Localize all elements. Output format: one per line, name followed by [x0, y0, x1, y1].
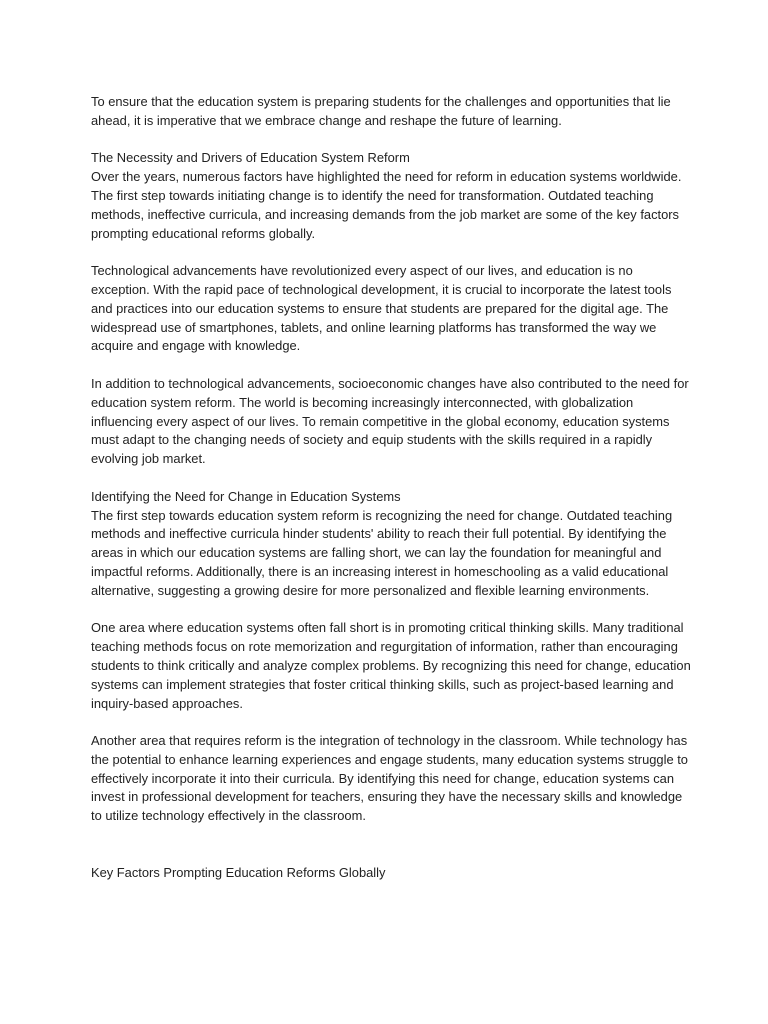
body-paragraph: In addition to technological advancements, socioeconomic changes have also contributed to the need for education system reform. The world is becoming increasingly interconnected, with globalization influencing every aspect of our lives. To remain competitive in the global economy, education systems must adapt to the changing needs of society and equip students with the skills required in a rapidly evolving job market.: [91, 375, 689, 467]
body-paragraph: The first step towards education system reform is recognizing the need for change. Outdated teaching methods and ineffective curricula hinder students' ability to reach their full potential. By identifying the areas in which our education systems are falling short, we can lay the foundation for meaningful and impactful reforms. Additionally, there is an increasing interest in homeschooling as a valid educational alternative, suggesting a growing desire for more personalized and flexible learning environments.: [91, 507, 673, 598]
intro-paragraph: To ensure that the education system is preparing students for the challenges and opportunities that lie ahead, it is imperative that we embrace change and reshape the future of learning.: [91, 94, 671, 128]
section-necessity-drivers: [91, 149, 691, 243]
section-identifying-need: [91, 488, 691, 601]
section-heading-identifying-need: Identifying the Need for Change in Education Systems: [91, 488, 401, 504]
body-paragraph: Another area that requires reform is the integration of technology in the classroom. While technology has the potential to enhance learning experiences and engage students, many education systems struggle to effectively incorporate it into their curricula. By identifying this need for change, education systems can invest in professional development for teachers, ensuring they have the necessary skills and knowledge to utilize technology effectively in the classroom.: [91, 733, 688, 824]
body-paragraph: Over the years, numerous factors have highlighted the need for reform in education systems worldwide. The first step towards initiating change is to identify the need for transformation. Outdated teaching methods, ineffective curricula, and increasing demands from the job market are some of the key factors prompting educational reforms globally.: [91, 169, 682, 241]
body-paragraph: One area where education systems often fall short is in promoting critical thinking skills. Many traditional teaching methods focus on rote memorization and regurgitation of information, rather than encouraging students to think critically and analyze complex problems. By recognizing this need for change, education systems can implement strategies that foster critical thinking skills, such as project-based learning and inquiry-based approaches.: [91, 620, 691, 711]
document-body: [91, 93, 691, 901]
section-heading-key-factors: Key Factors Prompting Education Reforms Globally: [91, 864, 386, 880]
body-paragraph: Technological advancements have revolutionized every aspect of our lives, and education is no exception. With the rapid pace of technological development, it is crucial to incorporate the latest tools and practices into our education systems to ensure that students are prepared for the digital age. The widespread use of smartphones, tablets, and online learning platforms has transformed the way we acquire and engage with knowledge.: [91, 263, 672, 354]
section-heading-necessity-drivers: The Necessity and Drivers of Education System Reform: [91, 150, 410, 166]
